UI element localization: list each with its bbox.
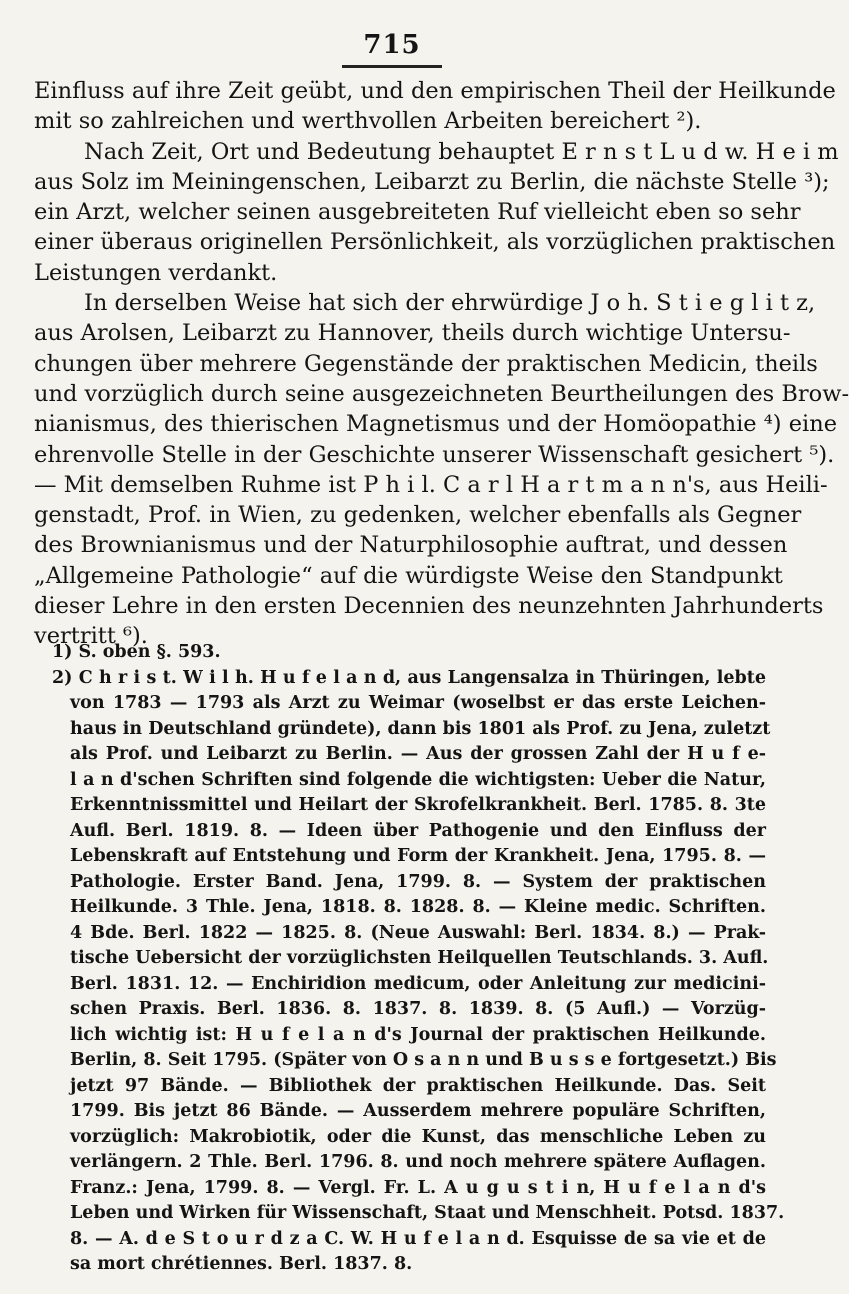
footnote-line: Erkenntnissmittel und Heilart der Skrofelkrankheit. Berl. 1785. 8. 3te (70, 795, 766, 815)
body-line: vertritt ⁶). (34, 623, 148, 650)
footnote-line: Berl. 1831. 12. — Enchiridion medicum, oder Anleitung zur medicini- (70, 973, 766, 994)
footnote-line: sa mort chrétiennes. Berl. 1837. 8. (70, 1254, 413, 1274)
body-line: Leistungen verdankt. (34, 259, 278, 286)
body-line: aus Solz im Meiningenschen, Leibarzt zu Berlin, die nächste Stelle ³); (34, 168, 830, 195)
footnote-line: Franz.: Jena, 1799. 8. — Vergl. Fr. L. A u g u s t i n, H u f e l a n d's (70, 1177, 766, 1198)
body-line: — Mit demselben Ruhme ist P h i l. C a r l H a r t m a n n's, aus Heili- (34, 471, 828, 498)
footnote-line: tische Uebersicht der vorzüglichsten Heilquellen Teutschlands. 3. Aufl. (70, 948, 769, 968)
footnote-line: Leben und Wirken für Wissenschaft, Staat und Menschheit. Potsd. 1837. (70, 1203, 785, 1223)
footnote-line: l a n d'schen Schriften sind folgende die wichtigsten: Ueber die Natur, (70, 769, 766, 790)
body-line: „Allgemeine Pathologie“ auf die würdigste Weise den Standpunkt (34, 562, 783, 589)
body-line: chungen über mehrere Gegenstände der praktischen Medicin, theils (34, 350, 818, 377)
footnote-line: 1) S. oben §. 593. (52, 642, 221, 662)
body-line: genstadt, Prof. in Wien, zu gedenken, welcher ebenfalls als Gegner (34, 502, 802, 529)
footnote-line: 2) C h r i s t. W i l h. H u f e l a n d, aus Langensalza in Thüringen, lebte (52, 667, 766, 688)
footnote-line: von 1783 — 1793 als Arzt zu Weimar (woselbst er das erste Leichen- (70, 693, 766, 713)
body-line: mit so zahlreichen und werthvollen Arbeiten bereichert ²). (34, 108, 702, 135)
body-text (34, 76, 849, 652)
body-line: ehrenvolle Stelle in der Geschichte unserer Wissenschaft gesichert ⁵). (34, 441, 835, 468)
footnote-line: als Prof. und Leibarzt zu Berlin. — Aus der grossen Zahl der H u f e- (70, 744, 766, 764)
footnote-line: verlängern. 2 Thle. Berl. 1796. 8. und noch mehrere spätere Auflagen. (70, 1152, 766, 1172)
body-line: des Brownianismus und der Naturphilosophie auftrat, und dessen (34, 532, 788, 559)
footnote-line: haus in Deutschland gründete), dann bis 1801 als Prof. zu Jena, zuletzt (70, 718, 771, 739)
footnote-line: Berlin, 8. Seit 1795. (Später von O s a n n und B u s s e fortgesetzt.) Bis (70, 1050, 777, 1070)
footnote-line: 4 Bde. Berl. 1822 — 1825. 8. (Neue Auswahl: Berl. 1834. 8.) — Prak- (70, 922, 766, 943)
body-line: Nach Zeit, Ort und Bedeutung behauptet E r n s t L u d w. H e i m (84, 138, 839, 165)
body-line: nianismus, des thierischen Magnetismus und der Homöopathie ⁴) eine (34, 411, 838, 438)
footnote-line: Lebenskraft auf Entstehung und Form der Krankheit. Jena, 1795. 8. — (70, 846, 766, 866)
page-number-rule (342, 65, 442, 68)
body-line: ein Arzt, welcher seinen ausgebreiteten Ruf vielleicht eben so sehr (34, 199, 801, 226)
footnote-line: Heilkunde. 3 Thle. Jena, 1818. 8. 1828. 8. — Kleine medic. Schriften. (70, 897, 766, 917)
page-number: 715 (363, 30, 421, 60)
footnote-line: 8. — A. d e S t o u r d z a C. W. H u f e l a n d. Esquisse de sa vie et de (70, 1228, 766, 1249)
footnote-line: schen Praxis. Berl. 1836. 8. 1837. 8. 1839. 8. (5 Aufl.) — Vorzüg- (70, 999, 766, 1019)
footnotes (40, 640, 785, 1278)
body-line: aus Arolsen, Leibarzt zu Hannover, theils durch wichtige Untersu- (34, 320, 791, 347)
body-line: und vorzüglich durch seine ausgezeichneten Beurtheilungen des Brow- (34, 380, 849, 407)
footnote-line: vorzüglich: Makrobiotik, oder die Kunst, das menschliche Leben zu (70, 1126, 766, 1147)
footnote-line: 1799. Bis jetzt 86 Bände. — Ausserdem mehrere populäre Schriften, (70, 1101, 766, 1121)
body-line: In derselben Weise hat sich der ehrwürdige J o h. S t i e g l i t z, (84, 290, 816, 317)
body-line: Einfluss auf ihre Zeit geübt, und den empirischen Theil der Heilkunde (34, 78, 836, 104)
body-line: dieser Lehre in den ersten Decennien des neunzehnten Jahrhunderts (34, 593, 824, 620)
footnote-line: lich wichtig ist: H u f e l a n d's Journal der praktischen Heilkunde. (70, 1024, 766, 1045)
footnote-line: Pathologie. Erster Band. Jena, 1799. 8. — System der praktischen (70, 871, 766, 892)
body-line: einer überaus originellen Persönlichkeit, als vorzüglichen praktischen (34, 229, 836, 256)
footnote-line: jetzt 97 Bände. — Bibliothek der praktischen Heilkunde. Das. Seit (70, 1075, 766, 1096)
footnote-line: Aufl. Berl. 1819. 8. — Ideen über Pathogenie und den Einfluss der (70, 820, 766, 841)
